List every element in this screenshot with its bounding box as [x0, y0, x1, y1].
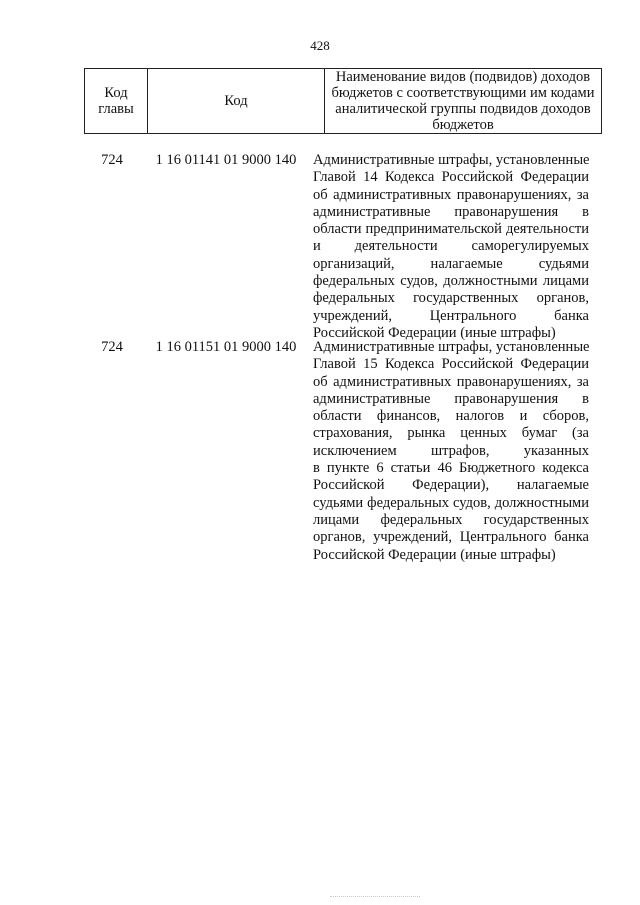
- cell-name: [313, 339, 589, 564]
- cell-glava: 724: [101, 339, 123, 355]
- cell-name: [313, 152, 589, 342]
- name-line: лицами федеральных государственных: [313, 511, 589, 528]
- name-line: Российской Федерации (иные штрафы): [313, 546, 556, 563]
- name-line: органов, учреждений, Центрального банка: [313, 529, 589, 546]
- name-line: об административных правонарушениях, за: [313, 373, 589, 390]
- cell-glava: 724: [101, 152, 123, 168]
- header-col-glava: Код главы: [85, 69, 148, 134]
- name-line: исключением штрафов, указанных: [313, 442, 589, 459]
- cell-kod: 1 16 01141 01 9000 140: [155, 152, 297, 168]
- name-line: административные правонарушения в: [313, 203, 589, 220]
- name-line: Российской Федерации), налагаемые: [313, 477, 589, 494]
- name-line: и деятельности саморегулируемых: [313, 238, 589, 255]
- cell-kod: 1 16 01151 01 9000 140: [155, 339, 297, 355]
- name-line: Административные штрафы, установленные: [313, 152, 590, 168]
- name-line: страхования, рынка ценных бумаг (за: [313, 425, 589, 442]
- table-header-row: [85, 69, 602, 134]
- page-number: 428: [310, 38, 330, 53]
- table-header: [84, 68, 602, 134]
- name-line: области предпринимательской деятельности: [313, 221, 589, 238]
- name-line: Главой 14 Кодекса Российской Федерации: [313, 169, 589, 186]
- name-line: учреждений, Центрального банка: [313, 307, 589, 324]
- name-line: федеральных судов, должностными лицами: [313, 273, 589, 290]
- name-line: Административные штрафы, установленные: [313, 339, 590, 355]
- header-col-kod: Код: [148, 69, 325, 134]
- name-line: области финансов, налогов и сборов,: [313, 408, 589, 425]
- header-col-name: Наименование видов (подвидов) доходов бюджетов с соответствующими им кодами аналитической группы подвидов доходов бюджетов: [325, 69, 602, 134]
- name-line: об административных правонарушениях, за: [313, 186, 589, 203]
- name-line: судьями федеральных судов, должностными: [313, 494, 589, 511]
- name-line: Российской Федерации (иные штрафы): [313, 324, 556, 341]
- name-line: организаций, налагаемые судьями: [313, 255, 589, 272]
- name-line: в пункте 6 статьи 46 Бюджетного кодекса: [313, 460, 589, 477]
- name-line: Главой 15 Кодекса Российской Федерации: [313, 356, 589, 373]
- name-line: административные правонарушения в: [313, 390, 589, 407]
- name-line: федеральных государственных органов,: [313, 290, 589, 307]
- scan-artifact: [330, 896, 420, 901]
